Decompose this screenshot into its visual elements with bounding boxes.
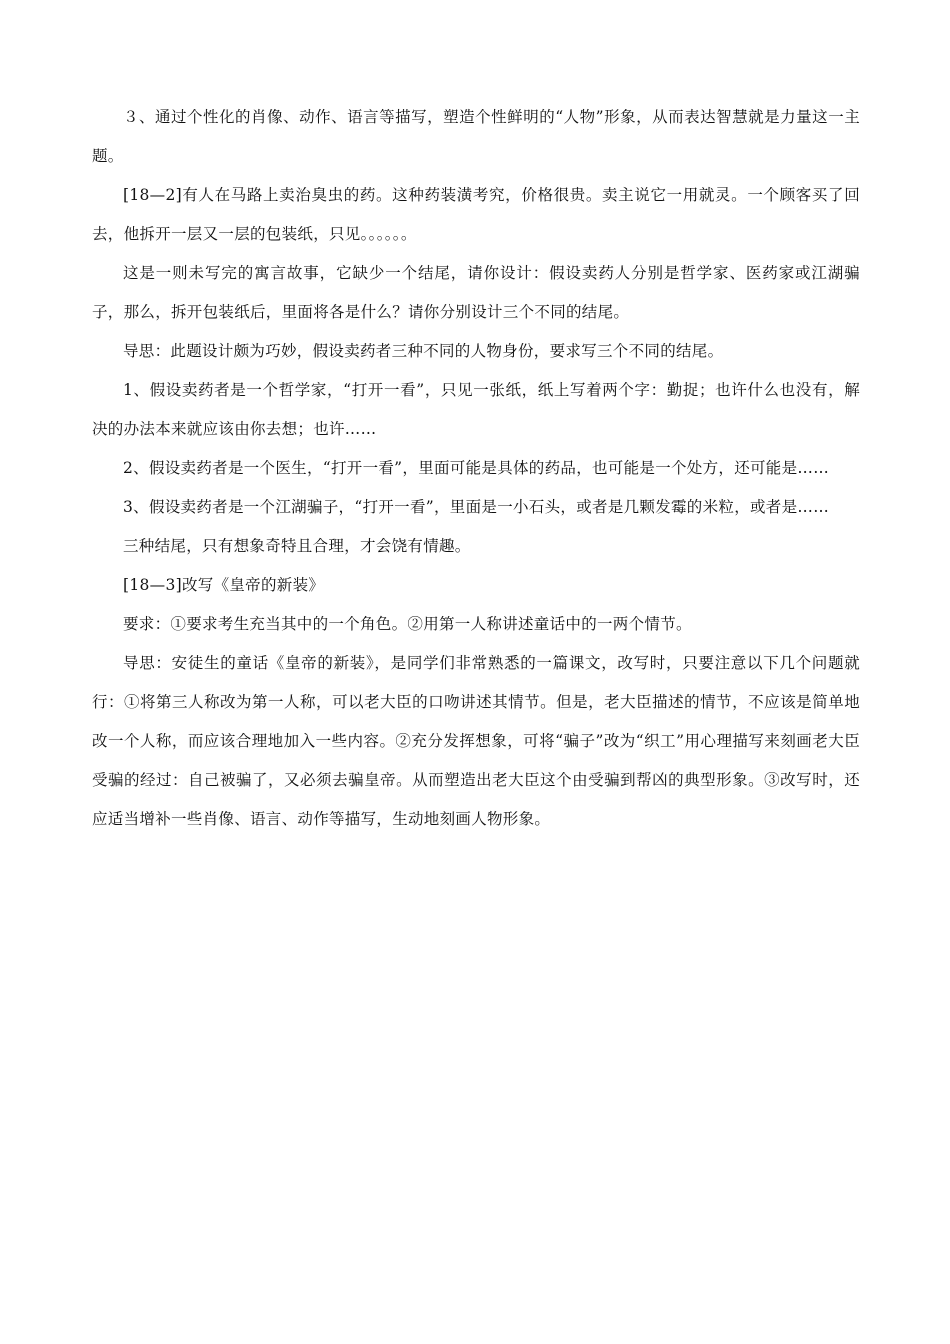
paragraph-ending-doctor: 2、假设卖药者是一个医生，“打开一看”，里面可能是具体的药品，也可能是一个处方，还可能是…… bbox=[123, 459, 830, 477]
paragraph-rewrite-guidance: 导思：安徒生的童话《皇帝的新装》，是同学们非常熟悉的一篇课文，改写时，只要注意以下几个问题就行：①将第三人称改为第一人称，可以老大臣的口吻讲述其情节。但是，老大臣描述的情节，不应该是简单地改一个人称，而应该合理地加入一些内容。②充分发挥想象，可将“骗子”改为“织工”用心理描写来刻画老大臣受骗的经过：自己被骗了，又必须去骗皇帝。从而塑造出老大臣这个由受骗到帮凶的典型形象。③改写时，还应适当增补一些肖像、语言、动作等描写，生动地刻画人物形象。 bbox=[92, 654, 860, 828]
paragraph-ending-philosopher: 1、假设卖药者是一个哲学家，“打开一看”，只见一张纸，纸上写着两个字：勤捉；也许什么也没有，解决的办法本来就应该由你去想；也许…… bbox=[92, 381, 860, 438]
paragraph-ending-swindler: 3、假设卖药者是一个江湖骗子，“打开一看”，里面是一小石头，或者是几颗发霉的米粒，或者是…… bbox=[123, 498, 830, 516]
paragraph-guidance: 导思：此题设计颇为巧妙，假设卖药者三种不同的人物身份，要求写三个不同的结尾。 bbox=[123, 342, 724, 360]
paragraph-requirements: 要求：①要求考生充当其中的一个角色。②用第一人称讲述童话中的一两个情节。 bbox=[123, 615, 692, 633]
paragraph-summary: 三种结尾，只有想象奇特且合理，才会饶有情趣。 bbox=[123, 537, 471, 555]
paragraph-question-18-2: [18—2]有人在马路上卖治臭虫的药。这种药装潢考究，价格很贵。卖主说它一用就灵。一个顾客买了回去，他拆开一层又一层的包装纸，只见。。。。。。 bbox=[92, 186, 860, 243]
paragraph-theme: ３、通过个性化的肖像、动作、语言等描写，塑造个性鲜明的“人物”形象，从而表达智慧就是力量这一主题。 bbox=[92, 108, 860, 165]
document-body bbox=[92, 98, 860, 839]
paragraph-question-18-3: [18—3]改写《皇帝的新装》 bbox=[123, 576, 325, 594]
paragraph-task-description: 这是一则未写完的寓言故事，它缺少一个结尾，请你设计：假设卖药人分别是哲学家、医药家或江湖骗子，那么，拆开包装纸后，里面将各是什么？请你分别设计三个不同的结尾。 bbox=[92, 264, 860, 321]
